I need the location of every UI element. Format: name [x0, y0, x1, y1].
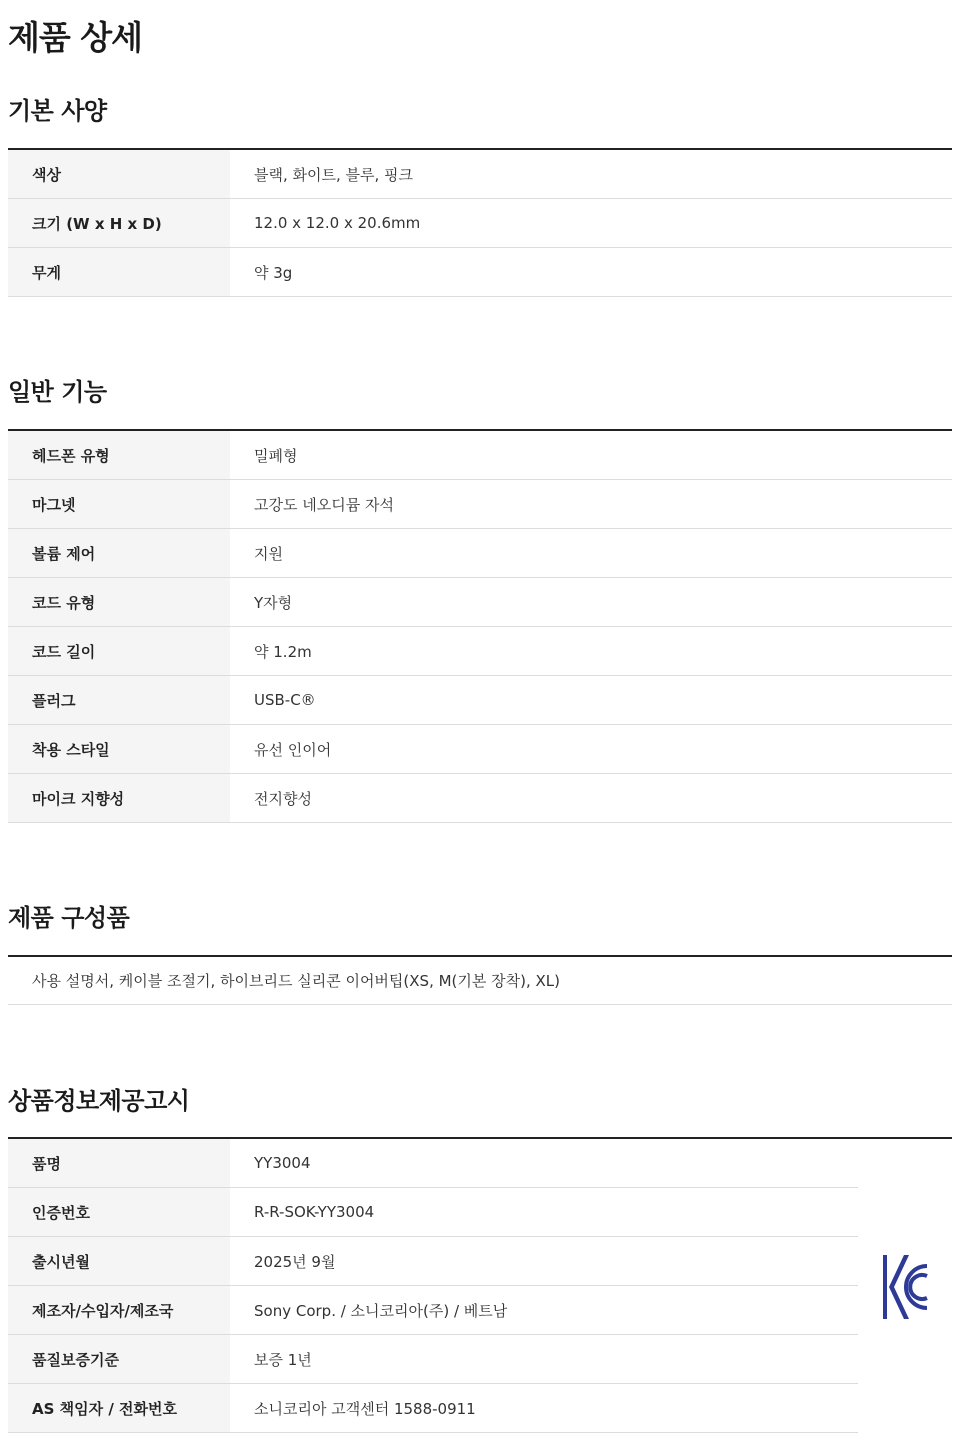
table-row: [8, 1237, 858, 1286]
spec-value: 고강도 네오디뮴 자석: [254, 495, 394, 514]
spec-label: 착용 스타일: [8, 725, 230, 773]
table-row: [8, 676, 952, 725]
table-row: [8, 578, 952, 627]
spec-label: 코드 길이: [8, 627, 230, 675]
components-text: 사용 설명서, 케이블 조절기, 하이브리드 실리콘 이어버팁(XS, M(기본 장착), XL): [8, 957, 952, 1005]
spec-label: 헤드폰 유형: [8, 431, 230, 479]
spec-value: USB-C®: [254, 691, 316, 709]
kc-certification-icon: [882, 1254, 928, 1320]
table-row: [8, 725, 952, 774]
spec-value: 지원: [254, 544, 283, 563]
page-title: 제품 상세: [8, 18, 143, 57]
spec-label: 품명: [8, 1139, 230, 1187]
spec-value: 블랙, 화이트, 블루, 핑크: [254, 165, 414, 184]
product-notice-title: 상품정보제공고시: [8, 1087, 190, 1115]
basic-specs-title: 기본 사양: [8, 97, 107, 125]
spec-label: 코드 유형: [8, 578, 230, 626]
general-features-table: [8, 429, 952, 823]
spec-value: 유선 인이어: [254, 740, 332, 759]
product-notice-section: [8, 1137, 952, 1433]
spec-value: Y자형: [254, 593, 293, 612]
spec-label: 마이크 지향성: [8, 774, 230, 822]
spec-label: AS 책임자 / 전화번호: [8, 1384, 230, 1432]
table-row: [8, 1384, 858, 1433]
spec-value: 전지향성: [254, 789, 312, 808]
spec-label: 제조자/수입자/제조국: [8, 1286, 230, 1334]
table-row: [8, 1286, 858, 1335]
product-notice-table: [8, 1139, 858, 1433]
table-row: [8, 1139, 858, 1188]
spec-label: 출시년월: [8, 1237, 230, 1285]
table-row: [8, 480, 952, 529]
spec-value: 2025년 9월: [254, 1252, 336, 1271]
spec-value: Sony Corp. / 소니코리아(주) / 베트남: [254, 1301, 508, 1320]
table-row: [8, 199, 952, 248]
table-row: [8, 1335, 858, 1384]
spec-label: 플러그: [8, 676, 230, 724]
table-row: [8, 248, 952, 297]
spec-value: YY3004: [254, 1154, 311, 1172]
spec-value: 소니코리아 고객센터 1588-0911: [254, 1399, 476, 1418]
spec-value: 밀폐형: [254, 446, 298, 465]
spec-label: 품질보증기준: [8, 1335, 230, 1383]
spec-value: 보증 1년: [254, 1350, 312, 1369]
components-title: 제품 구성품: [8, 904, 130, 932]
spec-value: 약 3g: [254, 263, 293, 282]
spec-label: 볼륨 제어: [8, 529, 230, 577]
table-row: [8, 1188, 858, 1237]
table-row: [8, 774, 952, 823]
table-row: [8, 627, 952, 676]
components-table: [8, 955, 952, 1005]
table-row: [8, 431, 952, 480]
table-row: [8, 529, 952, 578]
spec-value: 12.0 x 12.0 x 20.6mm: [254, 214, 421, 232]
spec-label: 인증번호: [8, 1188, 230, 1236]
spec-label: 무게: [8, 248, 230, 296]
spec-value: 약 1.2m: [254, 642, 312, 661]
general-features-title: 일반 기능: [8, 378, 107, 406]
spec-label: 마그넷: [8, 480, 230, 528]
table-row: [8, 150, 952, 199]
basic-specs-table: [8, 148, 952, 297]
spec-label: 색상: [8, 150, 230, 198]
spec-value: R-R-SOK-YY3004: [254, 1203, 375, 1221]
spec-label: 크기 (W x H x D): [8, 199, 230, 247]
